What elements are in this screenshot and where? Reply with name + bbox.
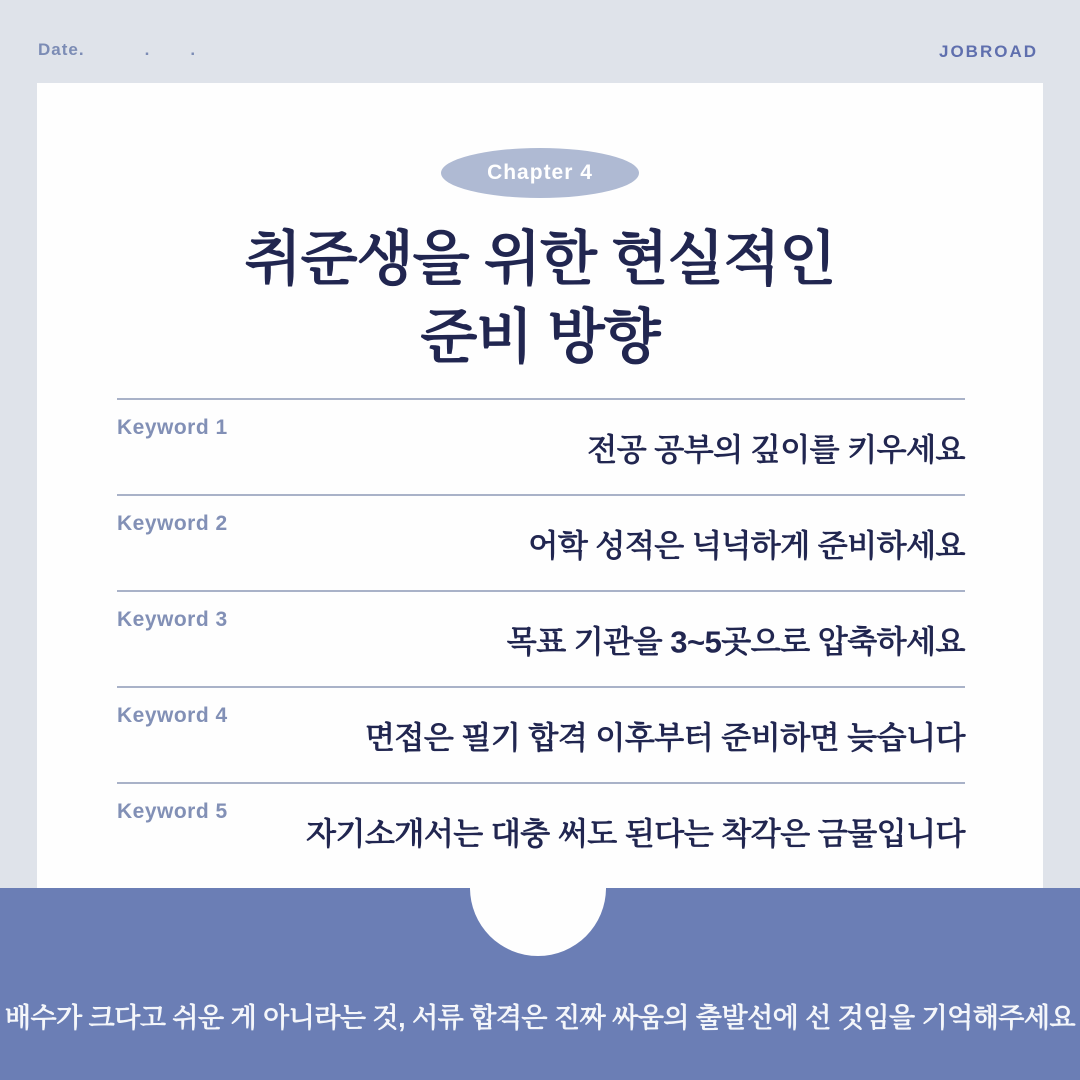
date-dot-month: .	[144, 40, 151, 59]
keyword-label: Keyword 5	[117, 800, 228, 823]
page-title-line2: 준비 방향	[420, 304, 660, 371]
footer-band	[0, 888, 1080, 1080]
keyword-row-3	[117, 590, 965, 686]
chapter-badge: Chapter 4	[441, 148, 639, 198]
keyword-value: 어학 성적은 넉넉하게 준비하세요	[528, 528, 965, 564]
keyword-row-2	[117, 494, 965, 590]
date-label: Date.	[38, 40, 85, 59]
keyword-value: 자기소개서는 대충 써도 된다는 착각은 금물입니다	[306, 816, 965, 852]
keyword-label: Keyword 2	[117, 512, 228, 535]
date-field	[38, 40, 196, 60]
keyword-label: Keyword 1	[117, 416, 228, 439]
footer-caption: 배수가 크다고 쉬운 게 아니라는 것, 서류 합격은 진짜 싸움의 출발선에 선 것임을 기억해주세요	[4, 1003, 1076, 1033]
semicircle-notch	[470, 888, 606, 956]
keyword-value: 전공 공부의 깊이를 키우세요	[587, 432, 965, 468]
keyword-row-5	[117, 782, 965, 878]
keyword-row-4	[117, 686, 965, 782]
keyword-value: 목표 기관을 3~5곳으로 압축하세요	[506, 624, 965, 660]
date-dot-day: .	[190, 40, 197, 59]
keyword-list	[117, 398, 965, 878]
top-bar	[0, 0, 1080, 83]
keyword-value: 면접은 필기 합격 이후부터 준비하면 늦습니다	[364, 720, 965, 756]
page-title-line1: 취준생을 위한 현실적인	[244, 226, 836, 292]
keyword-label: Keyword 3	[117, 608, 228, 631]
keyword-row-1	[117, 398, 965, 494]
content-card	[37, 83, 1043, 888]
brand-logo: JOBROAD	[938, 42, 1038, 61]
page-title	[37, 220, 1043, 377]
keyword-label: Keyword 4	[117, 704, 228, 727]
